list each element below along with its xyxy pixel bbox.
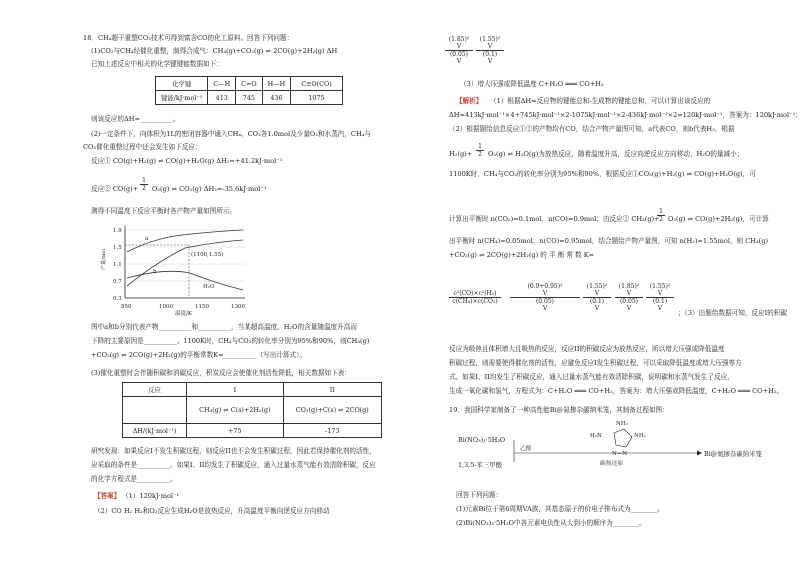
amine-label: NH₂: [616, 421, 628, 427]
arrow-label-reduction: 碳热还原: [600, 461, 624, 467]
k-fraction-top-2: (1.55)² V (0.1) V: [476, 36, 504, 65]
curve-h2o-label: H₂O: [203, 284, 215, 290]
answer-2: （2）CO H₂ H₂和O₂反应生成H₂O是放热反应，升高温度平衡向逆反应方向移动: [94, 507, 330, 515]
point-label: (1100,1.55): [191, 252, 224, 258]
answer-1: （1）120kJ·mol⁻¹: [122, 492, 180, 500]
bond-energy-table: [155, 76, 343, 105]
table-cell: [123, 397, 187, 424]
bond-value-cell: 键能/kJ·mol⁻¹: [156, 91, 208, 105]
reaction-2-pre: 反应② CO(g)+: [91, 185, 139, 193]
y-tick: 0.3: [113, 296, 122, 302]
y-tick: 1.1: [113, 262, 122, 268]
k-expression-lhs: $\frac{\text{c²(CO)×c²(H₂)}}{\text{c(CH₄)×c(CO₂)}}$: [449, 290, 501, 305]
amine-label: H₂N: [590, 433, 602, 439]
analysis-line: （1）根据ΔH=反应物的键能总和-生成物的键能总和，可以计算出该反应的: [490, 97, 711, 105]
bond-value-cell: 745: [236, 91, 262, 105]
y-tick: 1.5: [113, 245, 122, 251]
q18-part1: (1)CO₂与CH₄经催化重整，制得合成气：CH₄(g)+CO₂(g) ⇌ 2CO(g)+2H₂(g) ΔH: [91, 47, 338, 55]
q19-part2: (2)Bi(NO₃)₃·5H₂O中各元素电负性从大到小的顺序为________。: [456, 519, 646, 527]
half-fraction: $\frac{1}{2}$: [140, 177, 148, 192]
table-cell: CH₄(g) ⇌ C(s)+2H₂(g): [187, 397, 283, 424]
q18-part2: (2)一定条件下，向体积为1L的密闭容器中通入CH₄、CO₂各1.0mol及少量O₂和水蒸汽，CH₄与: [91, 130, 371, 138]
reaction-2-post: O₂(g) ⇌ CO₂(g) ΔH₂=-35.6kJ·mol⁻¹: [152, 185, 267, 193]
analysis-line: 1100K时，CH₄与CO₂的转化率分别为95%和90%，根据反应①CO₂(g)+H₂(g) ⇌ CO(g)+H₂O(g)，可: [449, 170, 756, 178]
analysis-line: +CO₂(g) ⇌ 2CO(g)+2H₂(g) 的 平 衡 常 数 K=: [449, 251, 595, 259]
table-cell: +75: [187, 424, 283, 438]
triazole-ring: [614, 429, 632, 447]
half-fraction: $\frac{1}{2}$: [476, 143, 484, 158]
product-label: Bi@氮掺杂碳纳米笼: [704, 450, 762, 458]
synthesis-scheme: [452, 415, 762, 475]
analysis-line-pre: 计算出平衡时 n(CO₂)=0.1mol，n(CO)=0.9mol；由反应② CH₄(g)+: [449, 215, 660, 223]
x-axis-label: 温度/K: [175, 311, 192, 317]
q18-part2e: +CO₂(g) ⇌ 2CO(g)+2H₂(g)的平衡常数K=__________（写出计算式）。: [91, 351, 307, 359]
analysis-line: 积碳过程，则需要使得催化剂的活性，应避免反应I发生积碳过程，可以采取降低温度或增大压强等方: [449, 359, 742, 367]
q18-title: 18．CH₄超干重整CO₂技术可得到富含CO的化工原料。回答下列问题：: [83, 34, 294, 42]
q18-part3: (3)催化重整时会伴随积碳和消碳反应，积炭反应会使催化剂活性降低，相关数据如下表：: [91, 369, 351, 377]
analysis-line: ΔH=413kJ·mol⁻¹×4+745kJ·mol⁻¹×2-1075kJ·mol⁻¹×2-436kJ·mol⁻¹×2=120kJ·mol⁻¹，答案为：120kJ·mol⁻¹；: [449, 111, 802, 119]
bond-header-cell: H—H: [262, 77, 291, 91]
analysis-tag: 【解析】: [456, 97, 483, 105]
analysis-line: （2）根据题给信息反应①②的产物均有CO，结合产物产量图可知，a代表CO，则b代表H₂，根据: [449, 125, 735, 133]
analysis-line: ；（3）由题给数据可知，反应I的积碳: [678, 309, 787, 317]
k-expression-mid-2: (1.55)² V (0.1) V: [583, 283, 611, 312]
bond-header-cell: 化学键: [156, 77, 208, 91]
k-expression-rhs: (1.85)² V (0.05) V: [615, 283, 643, 312]
curve-a-label: a: [145, 236, 149, 242]
table-header: 反应: [123, 383, 187, 397]
half-fraction: $\frac{1}{2}$: [657, 208, 665, 223]
k-expression-mid: (0.9+0.95)² V (0.05) V: [510, 283, 580, 312]
reaction-1: 反应① CO(g)+H₂(g) ⇌ CO(g)+H₂O(g) ΔH₁=+41.2kJ·mol⁻¹: [91, 157, 283, 165]
table-cell: CO₂(g)+C(s) ⇌ 2CO(g): [283, 397, 381, 424]
q18-part3d: 的化学方程式是__________。: [91, 475, 177, 483]
reagent-btc: 1,3,5-苯三甲酸: [458, 461, 502, 469]
q19-title: 19．我国科学家制备了一种高性能Bi@氮掺杂碳纳米笼，其制备过程如图：: [449, 406, 669, 414]
table-cell: -173: [283, 424, 381, 438]
bond-header-cell: C=O: [236, 77, 262, 91]
analysis-line: 生成一氧化碳和氢气，方程式为：C+H₂O ═══ CO+H₂，答案为：增大压强或降低温度，C+H₂O ═══ CO+H₂。: [449, 387, 784, 395]
y-axis-label: 产量/mol: [101, 248, 107, 270]
q19-part1: (1)元素Bi位于第6周期VA族，其基态原子的价电子排布式为________。: [456, 505, 664, 513]
curve-b-label: b: [153, 269, 157, 275]
k-expression-rhs-2: (1.55)² V (0.1) V: [646, 283, 674, 312]
q18-part2c: 图中a和b分别代表产物__________和__________，当某超高温度，H₂O的含量随温度升高而: [91, 323, 357, 331]
bond-header-cell: C≡O(CO): [291, 77, 343, 91]
k-fraction-top: (1.85)² V (0.05) V: [445, 36, 473, 65]
q18-part2d: 下降的主要原因是__________。1100K时，CH₄与CO₂的转化率分别为95%和90%，则CH₄(g): [91, 337, 370, 345]
analysis-line: 反应为吸热且体积增大且吸热的反应，反应II的积碳反应为放热反应，所以增大压强或降低温度: [449, 345, 725, 353]
curve-h2o: [127, 271, 243, 290]
table-cell: ΔH/(kJ·mol⁻¹): [123, 424, 187, 438]
bond-value-cell: 1075: [291, 91, 343, 105]
answer-3: （3）增大压强或降低温度 C+H₂O ═══ CO+H₂: [460, 80, 604, 88]
nitrogen-label: N—N: [612, 451, 628, 457]
q19-prompt: 回答下列问题：: [456, 491, 503, 499]
q18-part1b: 已知上述反应中相关的化学键键能数据如下：: [91, 60, 223, 68]
reagent-bi-nitrate: Bi(NO₃)₃·5H₂O: [458, 436, 506, 444]
x-tick: 1300: [231, 304, 245, 310]
bond-value-cell: 413: [208, 91, 236, 105]
measure-text: 测得不同温度下反应平衡时各产物产量如图所示。: [91, 207, 237, 215]
analysis-line: 式。如果I、II均发生了积碳反应，通入过量水蒸气能有效清除积碳，说明碳和水蒸气发生了反应，: [449, 373, 734, 381]
q18-part3c: 应采取的条件是__________。如果I、II均发生了积碳反应，通入过量水蒸气能有效清除积碳，反应: [91, 461, 376, 469]
y-tick: 0.7: [113, 279, 122, 285]
amine-label: NH₂: [634, 433, 646, 439]
analysis-line-post: O₂(g) ⇌ CO(g)+2H₂(g)，可计算: [668, 215, 769, 223]
arrow-label-ethanol: 乙醇: [520, 446, 532, 452]
analysis-line-pre: H₂(g)+: [449, 150, 473, 158]
product-yield-graph: [95, 218, 255, 316]
analysis-line: 出平衡时 n(CH₄)=0.05mol，n(CO)=0.95mol，结合题给产物产量图，可知 n(H₂)=1.55mol，则 CH₄(g): [449, 237, 769, 245]
q18-part2b: CO₂催化重整过程中还会发生如下反应：: [83, 143, 202, 151]
q18-part1c: 则该反应的ΔH=__________。: [91, 115, 180, 123]
analysis-line-post: O₂(g) ⇌ H₂O(g)为放热反应，随着温度升高，反应向逆反应方向移动，H₂O的量减小；: [488, 150, 744, 158]
q18-part3b: 研究发现：如果反应I不发生积碳过程，则反应II也不会发生积碳过程，因此若保持催化剂的活性，: [91, 447, 376, 455]
y-tick: 1.9: [113, 228, 122, 234]
bond-header-cell: C—H: [208, 77, 236, 91]
table-header: II: [283, 383, 381, 397]
x-tick: 850: [121, 304, 132, 310]
reaction-data-table: [122, 382, 382, 438]
bond-value-cell: 436: [262, 91, 291, 105]
x-tick: 1150: [195, 304, 209, 310]
table-header: I: [187, 383, 283, 397]
x-tick: 1000: [159, 304, 173, 310]
answer-tag: 【答案】: [94, 492, 121, 500]
